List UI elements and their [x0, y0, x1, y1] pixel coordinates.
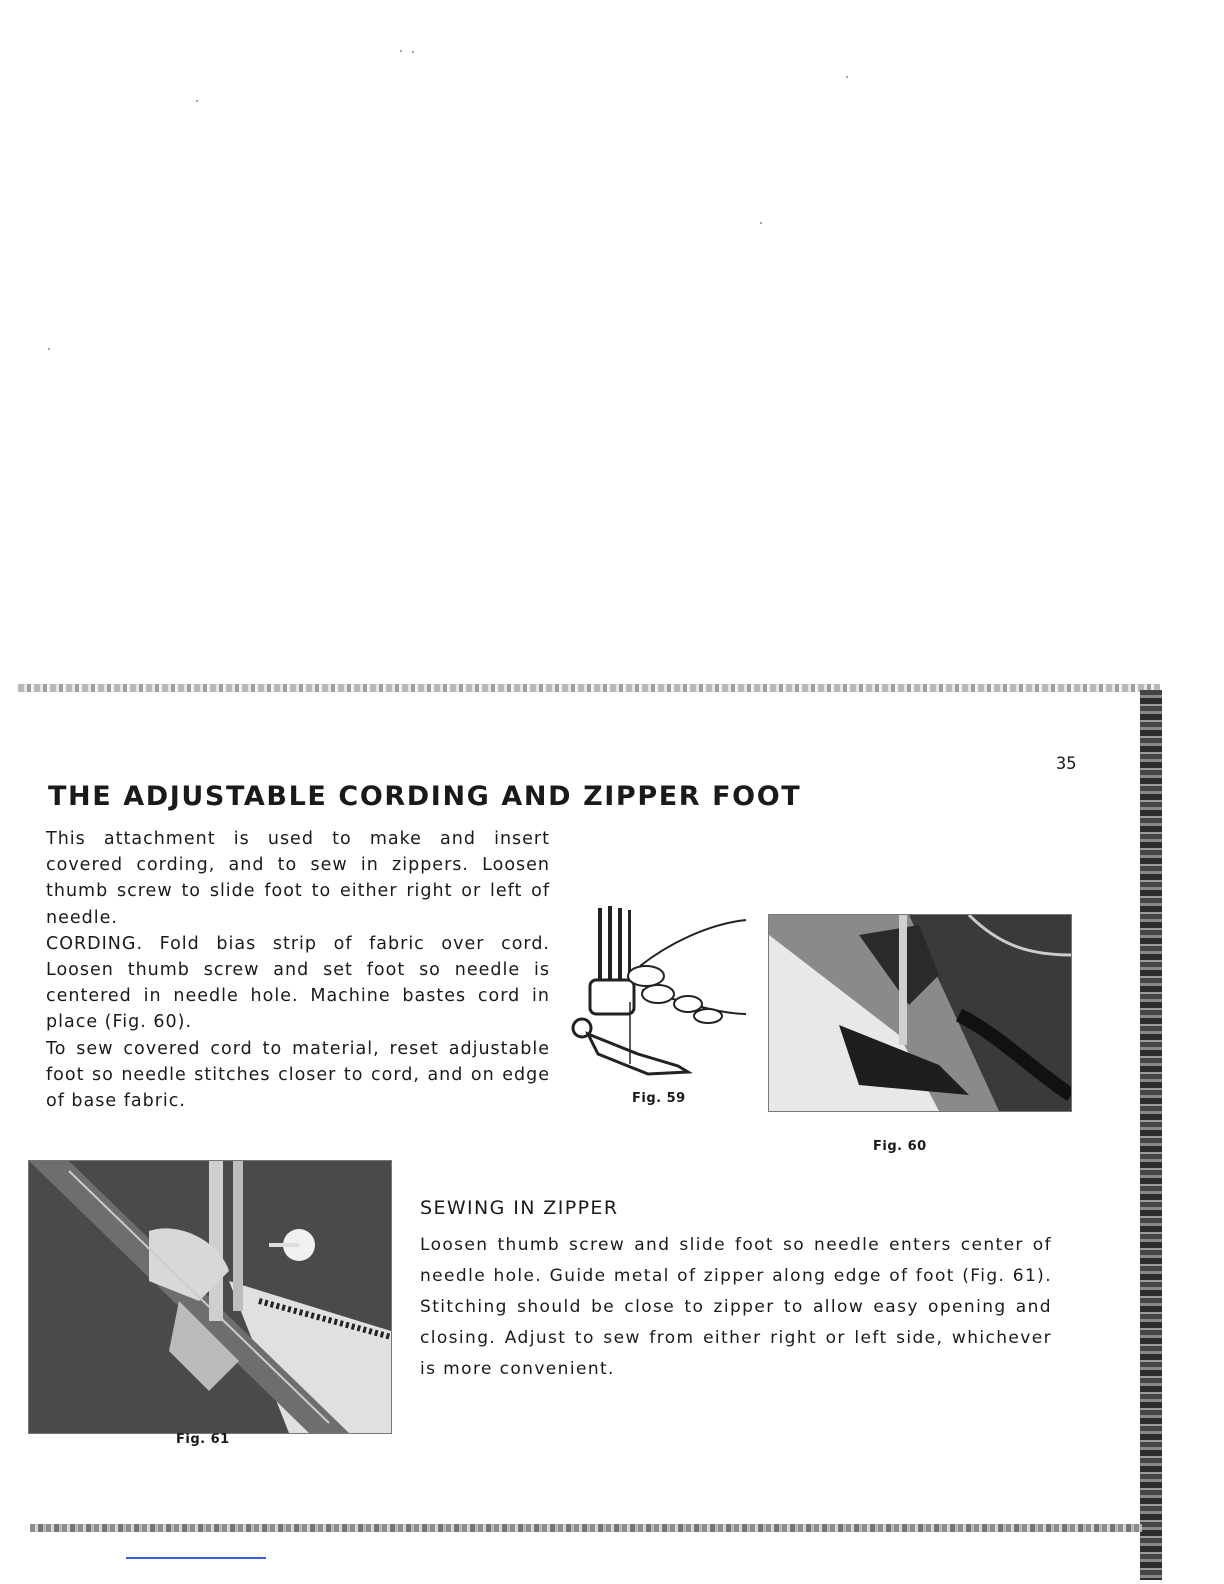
fig61-caption: Fig. 61 — [176, 1432, 230, 1447]
zipper-paragraph: Loosen thumb screw and slide foot so needle enters center of needle hole. Guide metal of zipper along edge of foot (Fig. 61). Stitching should be close to zipper to allow easy opening and closing. Adjust to sew from either right or left side, whichever is more convenient. — [420, 1235, 1052, 1379]
blue-underline — [126, 1557, 266, 1559]
zipper-heading: SEWING IN ZIPPER — [420, 1197, 619, 1219]
page-right-edge — [1140, 690, 1162, 1580]
presser-foot-drawing — [568, 904, 750, 1084]
scan-speck — [760, 222, 762, 224]
scan-speck — [196, 100, 198, 102]
zipper-photo-drawing — [29, 1161, 391, 1433]
page-title: THE ADJUSTABLE CORDING AND ZIPPER FOOT — [48, 781, 802, 812]
covered-cord-paragraph: To sew covered cord to material, reset adjustable foot so needle stitches closer to cord, and on edge of base fabric. — [46, 1038, 550, 1112]
scan-speck — [412, 51, 414, 53]
fig59-illustration — [568, 904, 750, 1084]
intro-paragraph: This attachment is used to make and insert covered cording, and to sew in zippers. Loosen thumb screw to slide foot to either right or left of needle. — [46, 829, 550, 928]
scan-speck — [48, 348, 50, 350]
page-bottom-edge — [30, 1524, 1142, 1532]
intro-text-block — [46, 826, 550, 1114]
fig60-caption: Fig. 60 — [873, 1139, 927, 1154]
fig61-photo — [28, 1160, 392, 1434]
cording-paragraph: CORDING. Fold bias strip of fabric over cord. Loosen thumb screw and set foot so needle is centered in needle hole. Machine bastes cord in place (Fig. 60). — [46, 933, 550, 1033]
fig59-caption: Fig. 59 — [632, 1091, 686, 1106]
fig60-photo — [768, 914, 1072, 1112]
scan-speck — [846, 76, 848, 78]
scan-speck — [400, 50, 402, 52]
page-number: 35 — [1056, 754, 1077, 774]
cording-photo-drawing — [769, 915, 1071, 1111]
page-top-edge — [18, 684, 1160, 692]
